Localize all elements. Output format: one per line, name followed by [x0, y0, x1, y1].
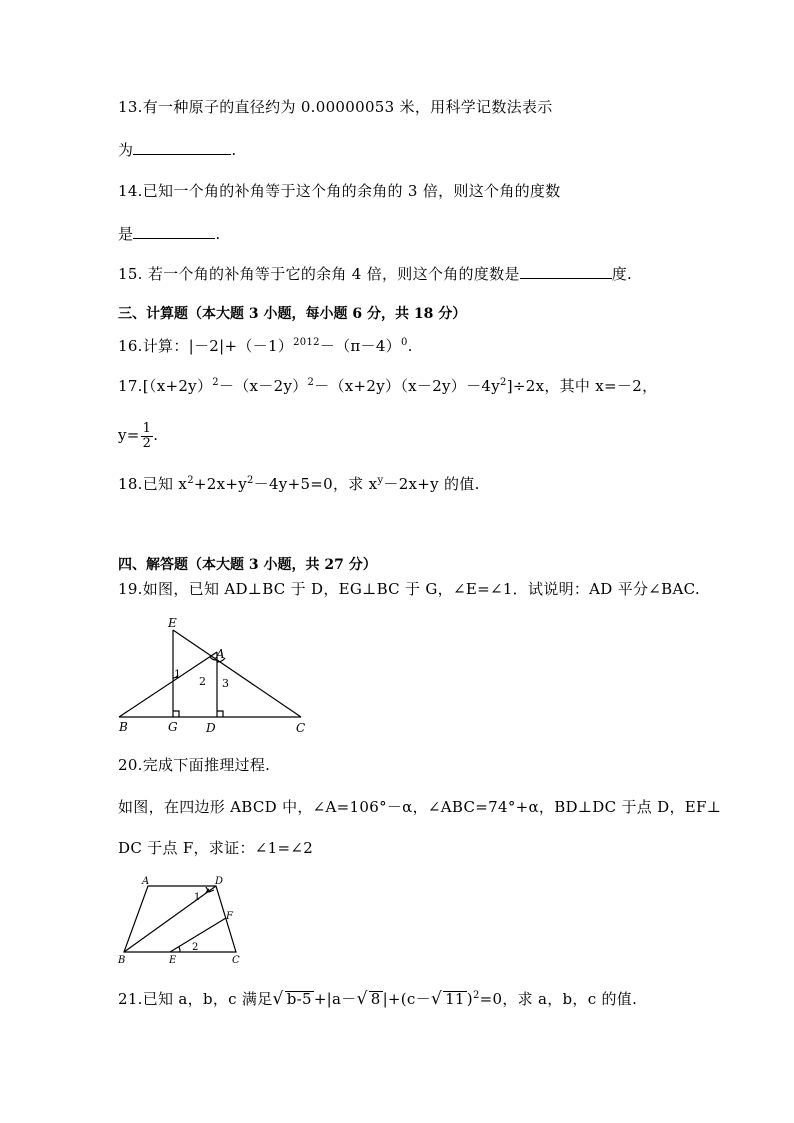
- fig19-label-e: E: [168, 616, 177, 630]
- fig20-label-c: C: [232, 955, 240, 966]
- q21-radicand-1: b-5: [286, 990, 312, 1008]
- q13-prefix: 为: [118, 141, 134, 159]
- q17-text-a: 17.[（x+2y）: [118, 377, 213, 395]
- q21-radicand-2: 8: [370, 990, 381, 1008]
- q16-text-c: .: [407, 337, 413, 355]
- q18-exp3: y: [377, 475, 384, 486]
- q20-title: 20.完成下面推理过程.: [118, 756, 271, 774]
- fig20-angle-1: 1: [194, 892, 201, 903]
- fig19-angle-2: 2: [199, 675, 206, 688]
- fig20-angle-2: 2: [192, 942, 199, 953]
- q13-answer-line: [118, 140, 236, 160]
- q15-answer-blank[interactable]: [520, 264, 612, 279]
- q16-text-b: －（π－4）: [319, 337, 401, 355]
- section-4-heading: 四、解答题（本大题 3 小题，共 27 分）: [118, 557, 377, 573]
- q16-line: [118, 336, 413, 356]
- q13-line1: 13.有一种原子的直径约为 0.00000053 米，用科学记数法表示: [118, 98, 553, 116]
- q21-text-f: =0，求 a，b，c 的值.: [479, 990, 638, 1008]
- q21-text-b: +|a－: [313, 990, 357, 1008]
- q20-line2: DC 于点 F，求证：∠1=∠2: [118, 839, 314, 857]
- fig19-right-angle-g: [173, 711, 179, 717]
- q18-text-c: －4y+5=0，求 x: [253, 475, 378, 493]
- fig20-label-d: D: [215, 876, 224, 887]
- q20-line1: 如图，在四边形 ABCD 中，∠A=106°－α，∠ABC=74°+α，BD⊥DC 于点 D，EF⊥: [118, 798, 722, 816]
- fig20-label-f: F: [226, 911, 233, 922]
- q17-exp1: 2: [212, 377, 219, 388]
- fig20-line-bd: [124, 886, 216, 952]
- fig19-label-g: G: [168, 720, 178, 734]
- q15-line: [118, 264, 632, 284]
- q21-exp: 2: [472, 990, 480, 1001]
- q17-text-c: －（x+2y）（x－2y）－4y: [314, 377, 501, 395]
- q17-y-prefix: y=: [118, 426, 140, 444]
- fig20-label-e: E: [169, 955, 177, 966]
- q14-answer-blank[interactable]: [133, 224, 215, 239]
- q16-exp1: 2012: [293, 337, 320, 348]
- q18-exp2: 2: [246, 475, 254, 486]
- fig20-label-b: B: [118, 955, 126, 966]
- fig19-label-c: C: [296, 721, 306, 735]
- fig19-angle-3: 3: [222, 677, 229, 690]
- q21-text-d: ): [466, 990, 473, 1008]
- sqrt-icon: √: [356, 989, 368, 1009]
- fig19-right-angle-d: [217, 711, 223, 717]
- fig19-angle-1: 1: [174, 668, 181, 681]
- q18-exp1: 2: [187, 475, 194, 486]
- q18-text-b: +2x+y: [193, 475, 247, 493]
- q19-line: 19.如图，已知 AD⊥BC 于 D，EG⊥BC 于 G，∠E=∠1．试说明：AD 平分∠BAC.: [118, 580, 700, 598]
- fig20-quad-abcd: [124, 886, 236, 952]
- fig19-line-ec: [173, 630, 301, 717]
- q13-suffix: .: [231, 141, 237, 159]
- section-3-heading: 三、计算题（本大题 3 小题，每小题 6 分，共 18 分）: [118, 306, 467, 322]
- q17-fraction: [141, 422, 154, 451]
- q14-suffix: .: [215, 225, 221, 243]
- q14-answer-line: [118, 224, 220, 244]
- q18-text-a: 18.已知 x: [118, 475, 188, 493]
- q16-text-a: 16.计算：|－2|+（－1）: [118, 337, 294, 355]
- q21-text-a: 21.已知 a，b，c 满足: [118, 990, 273, 1008]
- fig20-label-a: A: [142, 876, 150, 887]
- q21-radicand-3: 11: [445, 990, 465, 1008]
- q17-line1: [118, 376, 657, 396]
- q17-text-b: －（x－2y）: [218, 377, 308, 395]
- q17-end: .: [153, 426, 159, 444]
- sqrt-icon: √: [430, 989, 443, 1009]
- sqrt-icon: √: [272, 989, 284, 1009]
- q17-exp3: 2: [500, 377, 507, 388]
- figure-19-triangle: [110, 612, 310, 738]
- q18-line: [118, 474, 480, 494]
- q17-line2: [118, 420, 158, 451]
- q16-exp2: 0: [400, 337, 408, 348]
- q17-frac-denominator: 2: [142, 435, 152, 451]
- q17-exp2: 2: [307, 377, 315, 388]
- fig19-label-b: B: [119, 720, 128, 734]
- q17-frac-numerator: 1: [142, 420, 152, 436]
- figure-20-quadrilateral: [112, 874, 248, 966]
- q15-prefix: 15. 若一个角的补角等于它的余角 4 倍，则这个角的度数是: [118, 265, 520, 283]
- q17-text-d: ]÷2x，其中 x=－2，: [506, 377, 658, 395]
- q15-suffix: 度.: [611, 265, 633, 283]
- fig20-arc-2: [179, 947, 180, 952]
- q14-prefix: 是: [118, 225, 134, 243]
- q13-answer-blank[interactable]: [133, 140, 231, 155]
- q21-line: [118, 988, 637, 1010]
- q21-text-c: |+(c－: [382, 990, 431, 1008]
- q14-line1: 14.已知一个角的补角等于这个角的余角的 3 倍，则这个角的度数: [118, 182, 561, 200]
- fig19-label-a: A: [216, 647, 225, 661]
- fig19-label-d: D: [206, 721, 216, 735]
- q18-text-d: －2x+y 的值.: [383, 475, 480, 493]
